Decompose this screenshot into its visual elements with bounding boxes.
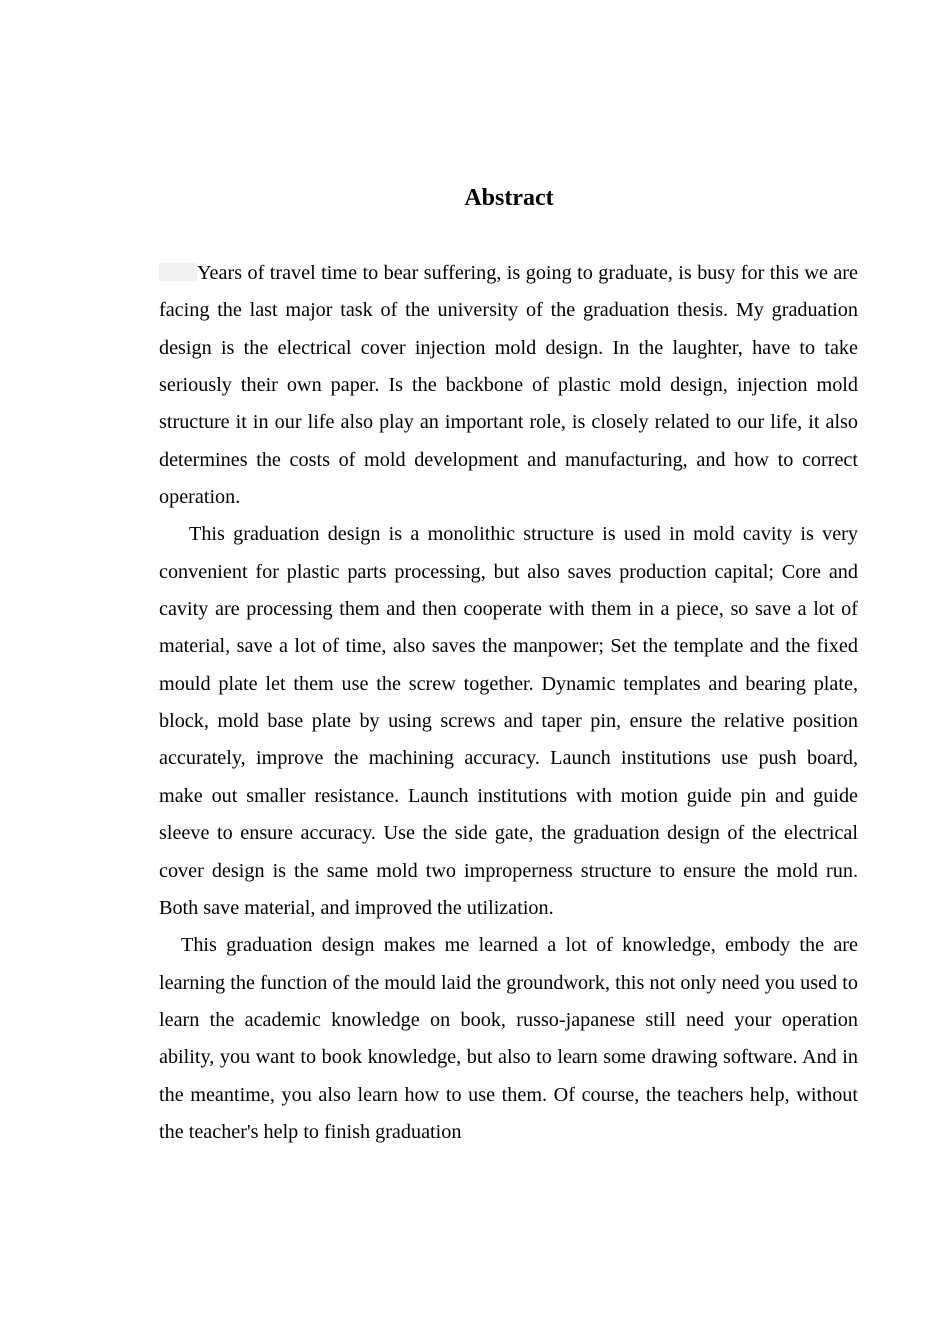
abstract-paragraph-3: This graduation design makes me learned a lot of knowledge, embody the are learning the function of the mould laid the groundwork, this not only need you used to learn the academic knowledge on book, russo-japanese still need your operation ability, you want to book knowledge, but also to learn some drawing software. And in the meantime, you also learn how to use them. Of course, the teachers help, without the teacher's help to finish graduation	[159, 934, 858, 1143]
abstract-paragraph-2: This graduation design is a monolithic structure is used in mold cavity is very convenient for plastic parts processing, but also saves production capital; Core and cavity are processing them and then cooperate with them in a piece, so save a lot of material, save a lot of time, also saves the manpower; Set the template and the fixed mould plate let them use the screw together. Dynamic templates and bearing plate, block, mold base plate by using screws and taper pin, ensure the relative position accurately, improve the machining accuracy. Launch institutions use push board, make out smaller resistance. Launch institutions with motion guide pin and guide sleeve to ensure accuracy. Use the side gate, the graduation design of the electrical cover design is the same mold two improperness structure to ensure the mold run. Both save material, and improved the utilization.	[159, 523, 858, 919]
paragraph-1-text: Years of travel time to bear suffering, is going to graduate, is busy for this we are facing the last major task of the university of the graduation thesis. My graduation design is the electrical cover injection mold design. In the laughter, have to take seriously their own paper. Is the backbone of plastic mold design, injection mold structure it in our life also play an important role, is closely related to our life, it also determines the costs of mold development and manufacturing, and how to correct operation.	[159, 262, 858, 509]
indent-highlight	[159, 263, 197, 281]
abstract-paragraph-1	[159, 255, 858, 516]
abstract-title: Abstract	[464, 185, 554, 211]
abstract-body	[159, 255, 858, 1151]
